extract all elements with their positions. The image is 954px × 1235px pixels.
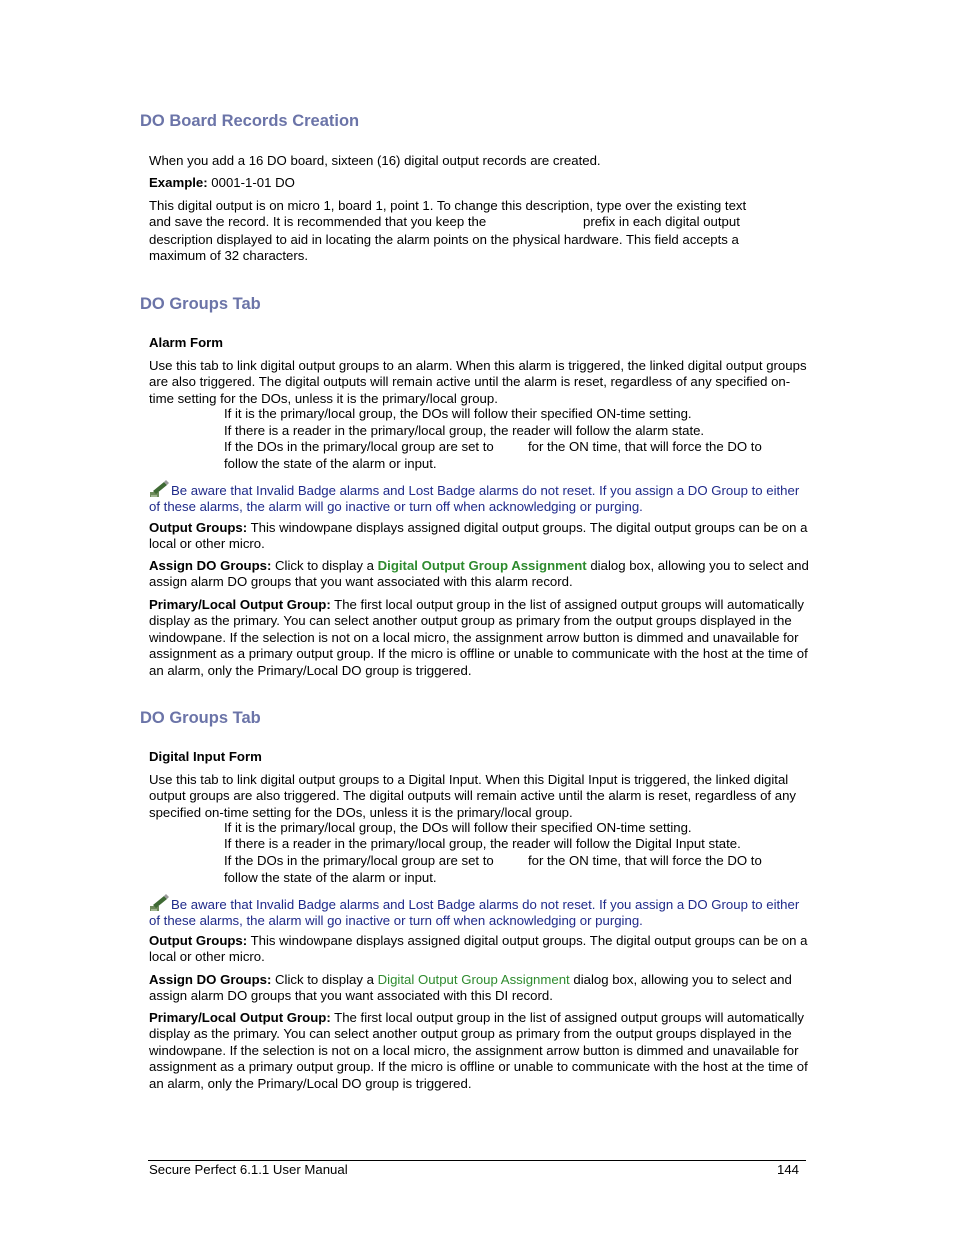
bullet-reader: If there is a reader in the primary/local group, the reader will follow the alarm state. [224, 423, 705, 438]
desc-line-4: maximum of 32 characters. [149, 248, 309, 263]
example-line [149, 175, 809, 191]
primary-local-paragraph [149, 597, 809, 679]
note-text-di: Be aware that Invalid Badge alarms and Lost Badge alarms do not reset. If you assign a DO Group to either of these alarms, the alarm will go inactive or turn off when acknowledging or purging. [149, 897, 800, 929]
note-di-form [149, 894, 809, 930]
bullet-on-time-a: If the DOs in the primary/local group are set to [224, 439, 494, 454]
bullet-on-time-di-c: follow the state of the alarm or input. [224, 870, 437, 885]
bullet-primary-local-di: If it is the primary/local group, the DOs will follow their specified ON-time setting. [224, 820, 692, 835]
assign-text-2-di: dialog box, allowing you to select and assign alarm DO groups that you want associated with this DI record. [149, 972, 792, 1004]
output-groups-label-di: Output Groups: [149, 933, 248, 948]
section-title-do-groups-alarm: DO Groups Tab [140, 295, 261, 313]
assign-text-1: Click to display a [271, 558, 378, 573]
assign-text-1-di: Click to display a [271, 972, 378, 987]
assign-link-di[interactable]: Digital Output Group Assignment [377, 972, 570, 987]
section-title-do-groups-di: DO Groups Tab [140, 709, 261, 727]
output-groups-label: Output Groups: [149, 520, 248, 535]
desc-line-3: description displayed to aid in locating the alarm points on the physical hardware. This field accepts a [149, 232, 739, 247]
footer-manual-title: Secure Perfect 6.1.1 User Manual [149, 1162, 348, 1177]
output-groups-text: This windowpane displays assigned digital output groups. The digital output groups can be on a local or other micro. [149, 520, 808, 552]
primary-local-paragraph-di [149, 1010, 809, 1092]
paragraph-intro: When you add a 16 DO board, sixteen (16) digital output records are created. [149, 153, 601, 168]
subtitle-digital-input-form: Digital Input Form [149, 749, 262, 764]
footer-divider [148, 1160, 806, 1161]
pencil-note-icon [149, 480, 169, 498]
bullet-on-time-di-a: If the DOs in the primary/local group are set to [224, 853, 494, 868]
bullet-reader-di: If there is a reader in the primary/local group, the reader will follow the Digital Input state. [224, 836, 741, 851]
assign-link[interactable]: Digital Output Group Assignment [377, 558, 587, 573]
example-label: Example: [149, 175, 208, 190]
paragraph-di-use: Use this tab to link digital output groups to a Digital Input. When this Digital Input is triggered, the linked digital output groups are also triggered. The digital outputs will remain active until the alarm is reset, regardless of any specified on-time setting for the DOs, unless it is the primary/local group. [149, 772, 797, 820]
pencil-note-icon [149, 894, 169, 912]
output-groups-text-di: This windowpane displays assigned digital output groups. The digital output groups can be on a local or other micro. [149, 933, 808, 965]
primary-label: Primary/Local Output Group: [149, 597, 331, 612]
assign-label: Assign DO Groups: [149, 558, 272, 573]
subtitle-alarm-form: Alarm Form [149, 335, 224, 350]
primary-text: The first local output group in the list of assigned output groups will automatically display as the primary. You can select another output group as primary from the output groups displayed in the windowpane. If the selection is not on a local micro, the assignment arrow button is dimmed and unavailable for assignment as a primary output group. If the micro is offline or unable to communicate with the host at the time of an alarm, only the Primary/Local DO group is triggered. [149, 597, 808, 678]
section-title-do-board-records: DO Board Records Creation [140, 112, 360, 130]
paragraph-alarm-use: Use this tab to link digital output groups to an alarm. When this alarm is triggered, the linked digital output groups are also triggered. The digital outputs will remain active until the alarm is reset, regardless of any specified on-time setting for the DOs, unless it is the primary/local group. [149, 358, 807, 406]
desc-line-2b: prefix in each digital output [583, 214, 740, 229]
assign-do-groups-paragraph [149, 558, 809, 591]
primary-label-di: Primary/Local Output Group: [149, 1010, 331, 1025]
bullet-on-time-c: follow the state of the alarm or input. [224, 456, 437, 471]
output-groups-paragraph-di [149, 933, 809, 966]
desc-line-2a: and save the record. It is recommended that you keep the [149, 214, 487, 229]
assign-do-groups-paragraph-di [149, 972, 809, 1005]
footer-page-number: 144 [776, 1162, 799, 1177]
primary-text-di: The first local output group in the list of assigned output groups will automatically display as the primary. You can select another output group as primary from the output groups displayed in the windowpane. If the selection is not on a local micro, the assignment arrow button is dimmed and unavailable for assignment as a primary output group. If the micro is offline or unable to communicate with the host at the time of an alarm, only the Primary/Local DO group is triggered. [149, 1010, 808, 1091]
example-value: 0001-1-01 DO [207, 175, 295, 190]
bullet-primary-local: If it is the primary/local group, the DOs will follow their specified ON-time setting. [224, 406, 692, 421]
output-groups-paragraph [149, 520, 809, 553]
bullet-on-time-di-b: for the ON time, that will force the DO to [528, 853, 762, 868]
note-text: Be aware that Invalid Badge alarms and Lost Badge alarms do not reset. If you assign a DO Group to either of these alarms, the alarm will go inactive or turn off when acknowledging or purging. [149, 483, 800, 515]
desc-line-1: This digital output is on micro 1, board 1, point 1. To change this description, type over the existing text [149, 198, 747, 213]
assign-label-di: Assign DO Groups: [149, 972, 272, 987]
note-alarm-form [149, 480, 809, 516]
bullet-on-time-b: for the ON time, that will force the DO to [528, 439, 762, 454]
assign-text-2: dialog box, allowing you to select and assign alarm DO groups that you want associated with this alarm record. [149, 558, 809, 590]
